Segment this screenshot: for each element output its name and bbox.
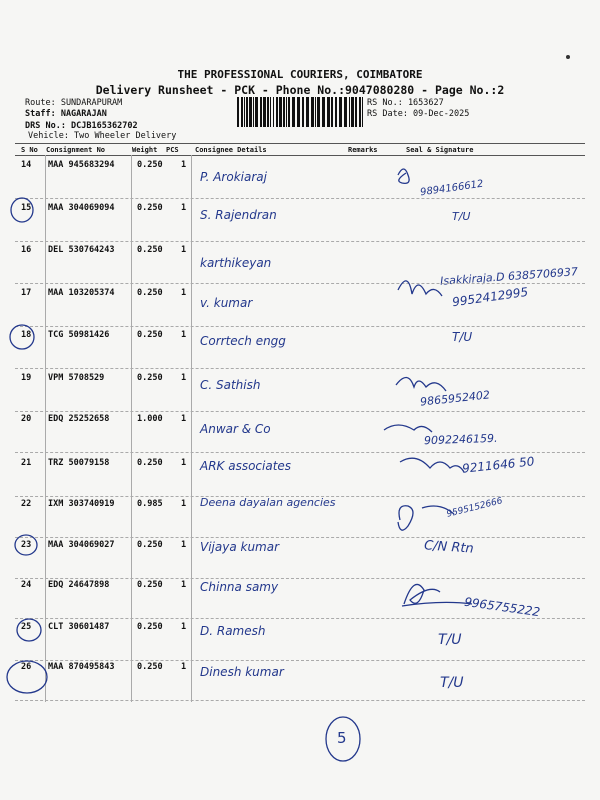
row-consignee: Chinna samy <box>200 580 279 594</box>
row-signature: 9865952402 <box>419 388 491 409</box>
row-consignment: MAA 103205374 <box>48 288 115 298</box>
row-pcs: 1 <box>181 662 187 672</box>
col-sno: S No <box>21 146 38 154</box>
row-signature: C/N Rtn <box>423 538 475 557</box>
vehicle: Vehicle: Two Wheeler Delivery <box>28 131 177 141</box>
row-consignee: D. Ramesh <box>200 624 266 638</box>
row-sno: 24 <box>21 580 32 590</box>
col-consignment: Consignment No <box>46 146 106 154</box>
row-sno: 25 <box>21 622 32 632</box>
row-pcs: 1 <box>181 414 187 424</box>
row-consignment: VPM 5708529 <box>48 373 105 383</box>
col-consignee: Consignee Details <box>195 146 267 154</box>
runsheet-subtitle: Delivery Runsheet - PCK - Phone No.:9047080280 - Page No.:2 <box>95 83 505 97</box>
row-sno: 15 <box>21 203 32 213</box>
row-consignment: EDQ 24647898 <box>48 580 110 590</box>
row-weight: 1.000 <box>137 414 163 424</box>
row-weight: 0.250 <box>137 662 163 672</box>
row-consignee: karthikeyan <box>200 256 272 270</box>
staff: Staff: NAGARAJAN <box>25 109 107 119</box>
rs-date: RS Date: 09-Dec-2025 <box>367 109 470 119</box>
row-pcs: 1 <box>181 373 187 383</box>
row-pcs: 1 <box>181 622 187 632</box>
row-sno: 26 <box>21 662 32 672</box>
row-sno: 20 <box>21 414 32 424</box>
row-consignment: EDQ 25252658 <box>48 414 110 424</box>
row-consignee: Corrtech engg <box>200 334 286 348</box>
row-consignment: MAA 304069094 <box>48 203 115 213</box>
drs-number: DRS No.: DCJB165362702 <box>25 121 138 131</box>
row-sno: 23 <box>21 540 32 550</box>
row-consignee: ARK associates <box>200 459 292 473</box>
col-pcs: PCS <box>166 146 179 154</box>
row-consignee: S. Rajendran <box>200 208 277 222</box>
row-sno: 19 <box>21 373 32 383</box>
col-weight: Weight <box>132 146 158 154</box>
speck <box>566 55 570 59</box>
row-signature: 9211646 50 <box>461 454 536 476</box>
col-seal: Seal & Signature <box>406 146 474 154</box>
row-signature: T/U <box>438 632 462 648</box>
row-consignment: TCG 50981426 <box>48 330 110 340</box>
row-signature: T/U <box>452 330 473 344</box>
row-consignee: P. Arokiaraj <box>200 170 267 184</box>
row-weight: 0.985 <box>137 499 163 509</box>
row-sno: 18 <box>21 330 32 340</box>
row-weight: 0.250 <box>137 373 163 383</box>
row-signature: T/U <box>452 210 471 223</box>
row-consignment: MAA 304069027 <box>48 540 115 550</box>
row-weight: 0.250 <box>137 160 163 170</box>
row-consignee: v. kumar <box>200 296 253 310</box>
row-consignment: MAA 945683294 <box>48 160 115 170</box>
row-weight: 0.250 <box>137 580 163 590</box>
row-consignee: Vijaya kumar <box>200 540 280 554</box>
row-consignment: TRZ 50079158 <box>48 458 110 468</box>
row-weight: 0.250 <box>137 288 163 298</box>
row-signature: 9952412995 <box>451 284 529 310</box>
row-consignee: Deena dayalan agencies <box>200 496 336 509</box>
row-sno: 22 <box>21 499 32 509</box>
row-pcs: 1 <box>181 458 187 468</box>
row-weight: 0.250 <box>137 622 163 632</box>
row-consignment: DEL 530764243 <box>48 245 115 255</box>
row-pcs: 1 <box>181 245 187 255</box>
row-consignee: C. Sathish <box>200 378 261 392</box>
row-weight: 0.250 <box>137 330 163 340</box>
row-weight: 0.250 <box>137 540 163 550</box>
row-signature: 9894166612 <box>419 178 485 199</box>
row-signature: 9965755222 <box>463 594 541 620</box>
page-mark: 5 <box>337 729 347 747</box>
row-weight: 0.250 <box>137 203 163 213</box>
col-remarks: Remarks <box>348 146 378 154</box>
company-name: THE PROFESSIONAL COURIERS, COIMBATORE <box>177 68 423 81</box>
row-signature: 9092246159. <box>423 431 498 448</box>
row-pcs: 1 <box>181 160 187 170</box>
row-signature: T/U <box>440 675 464 691</box>
row-pcs: 1 <box>181 499 187 509</box>
row-sno: 21 <box>21 458 32 468</box>
rs-number: RS No.: 1653627 <box>367 98 444 108</box>
row-signature: Isakkiraja.D 6385706937 <box>439 265 579 288</box>
row-consignment: MAA 870495843 <box>48 662 115 672</box>
row-sno: 17 <box>21 288 32 298</box>
row-consignment: CLT 30601487 <box>48 622 110 632</box>
row-signature: 9595152666 <box>445 496 504 520</box>
route: Route: SUNDARAPURAM <box>25 98 123 108</box>
row-consignee: Dinesh kumar <box>200 665 284 679</box>
row-weight: 0.250 <box>137 245 163 255</box>
row-pcs: 1 <box>181 330 187 340</box>
row-sno: 14 <box>21 160 32 170</box>
row-pcs: 1 <box>181 540 187 550</box>
row-pcs: 1 <box>181 203 187 213</box>
row-pcs: 1 <box>181 288 187 298</box>
row-sno: 16 <box>21 245 32 255</box>
row-consignment: IXM 303740919 <box>48 499 115 509</box>
row-consignee: Anwar & Co <box>200 422 271 436</box>
row-pcs: 1 <box>181 580 187 590</box>
row-weight: 0.250 <box>137 458 163 468</box>
